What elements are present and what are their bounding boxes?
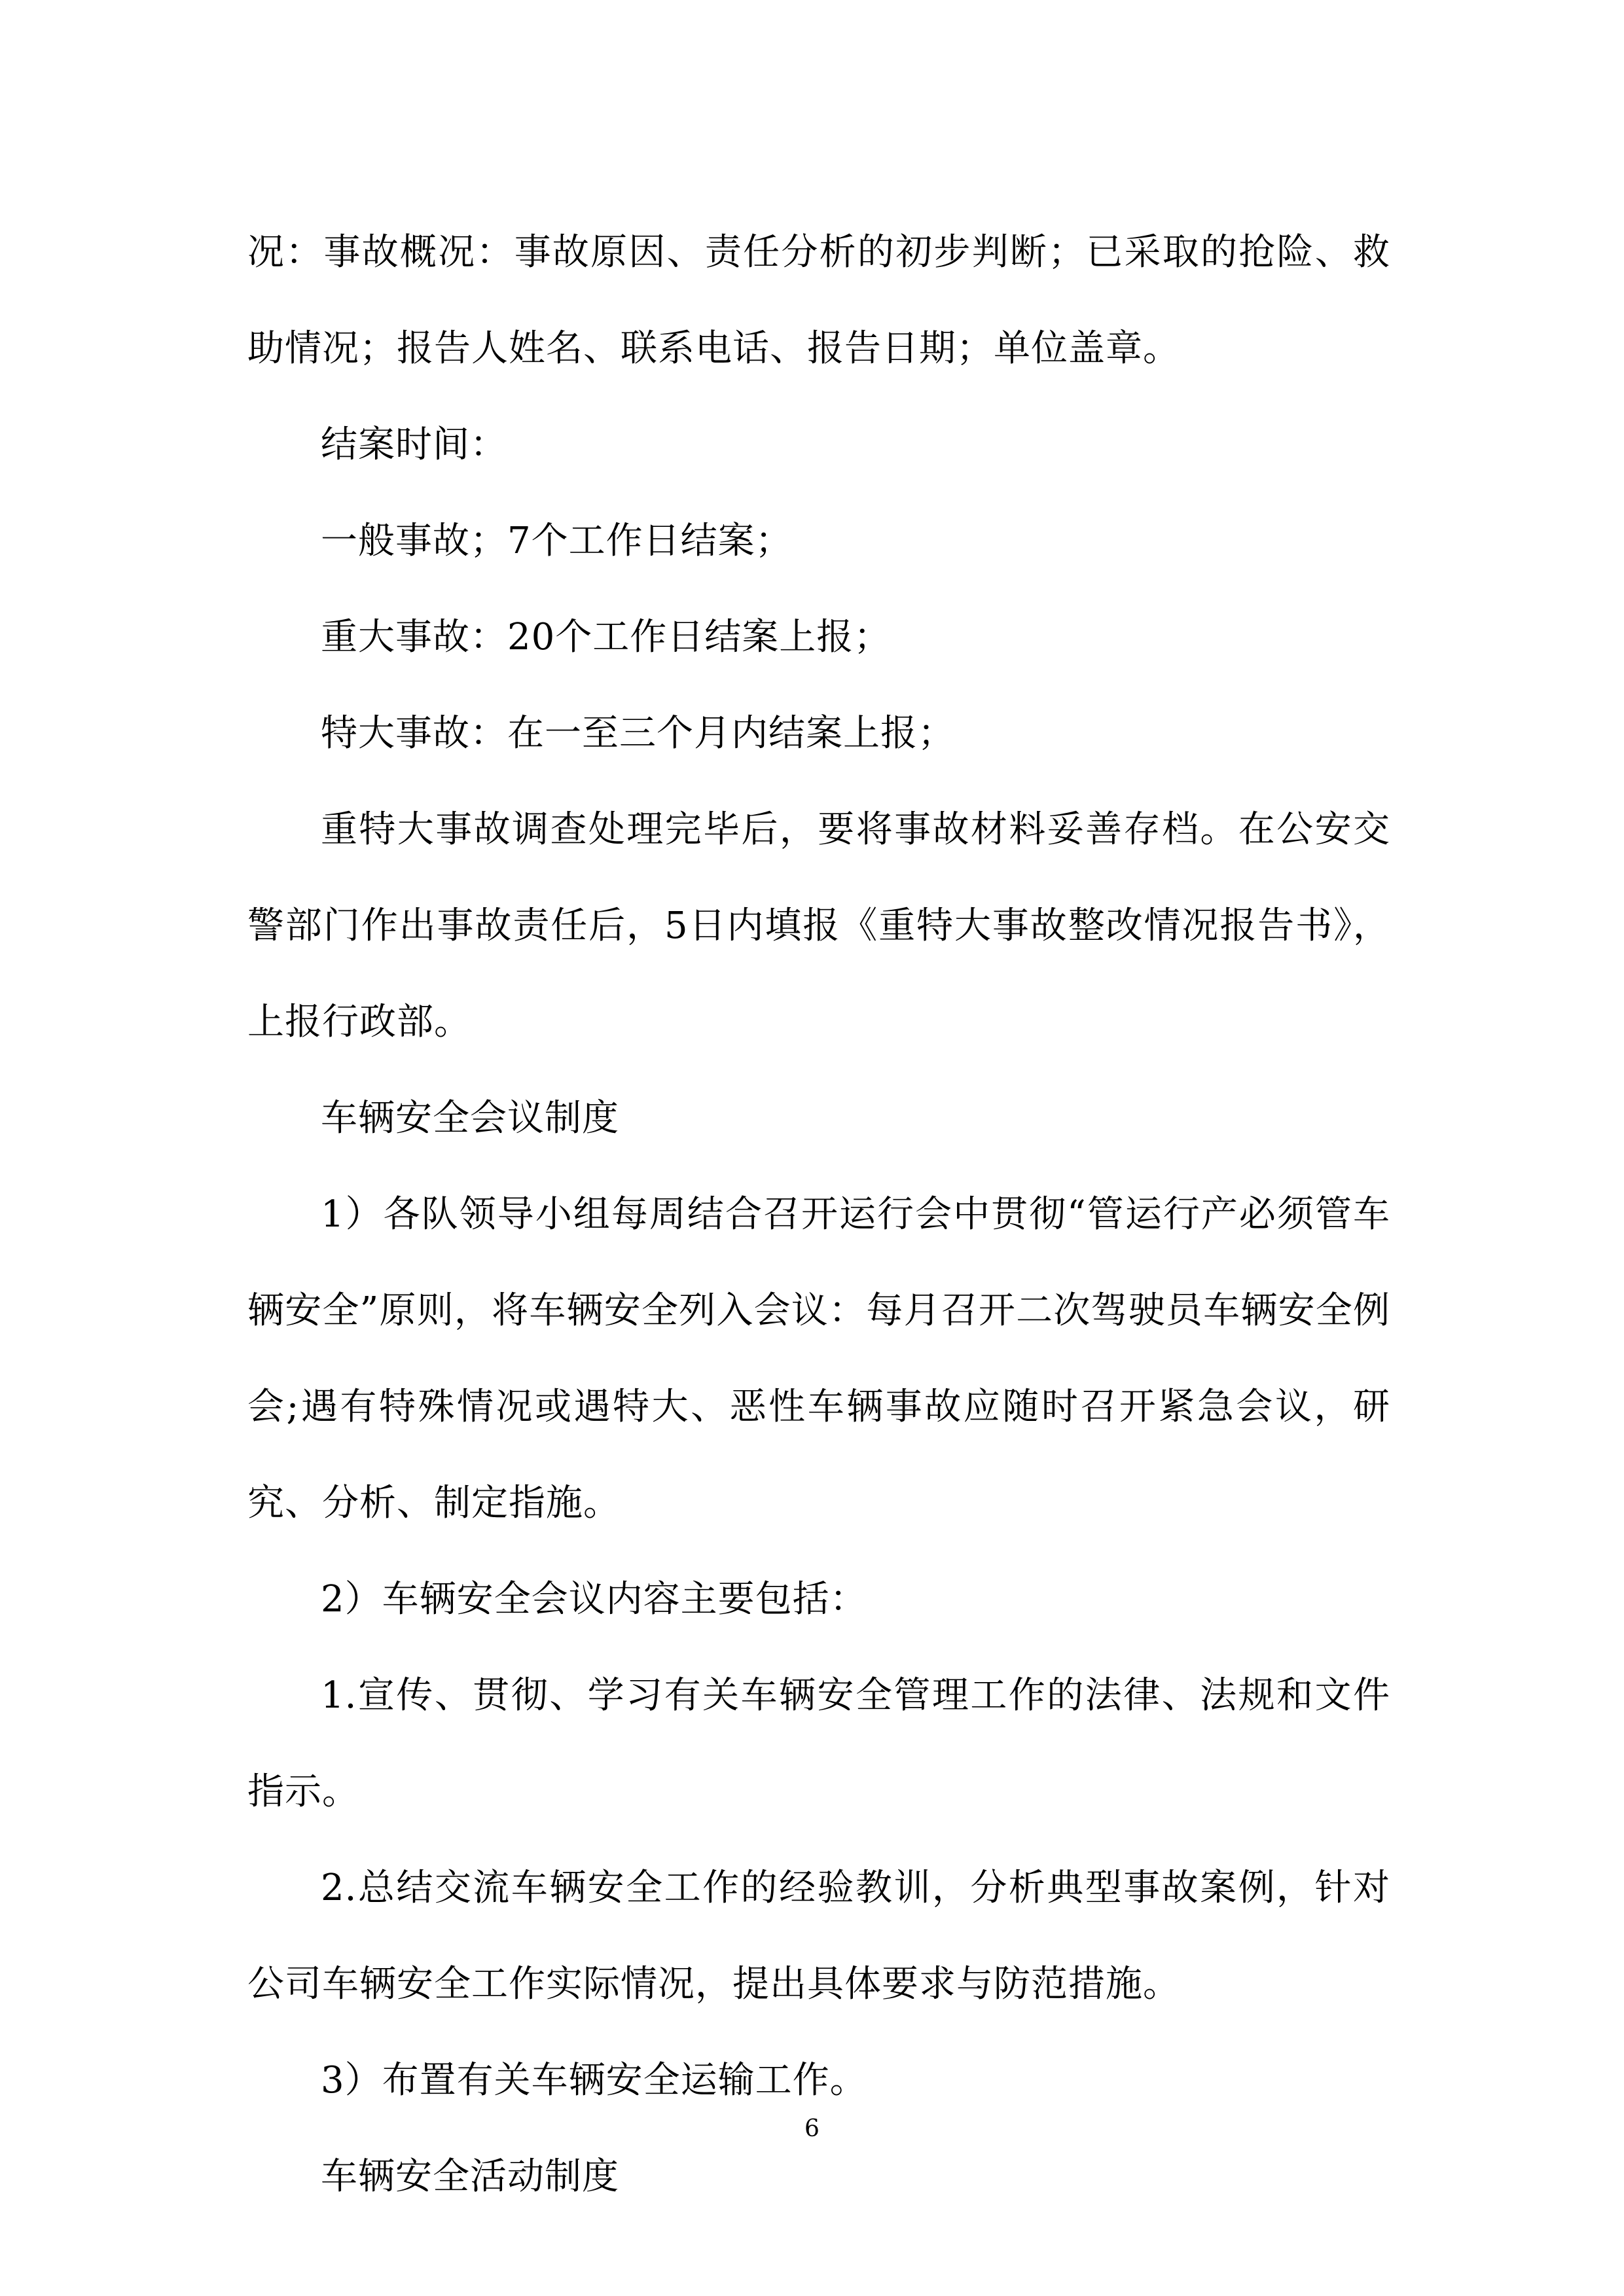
paragraph-meeting-subitem-1: 1.宣传、贯彻、学习有关车辆安全管理工作的法律、法规和文件指示。 — [247, 1674, 1390, 1813]
page-number: 6 — [804, 2115, 820, 2142]
paragraph-general-accident: 一般事故；7个工作日结案； — [321, 520, 793, 562]
section-heading-safety-meeting: 车辆安全会议制度 — [321, 1097, 619, 1139]
document-body — [247, 204, 1390, 2225]
paragraph-meeting-item-1: 1）各队领导小组每周结合召开运行会中贯彻“管运行产必须管车辆安全”原则，将车辆安全列入会议：每月召开二次驾驶员车辆安全例会;遇有特殊情况或遇特大、恶性车辆事故应随时召开紧急会议，研究、分析、制定指施。 — [247, 1193, 1390, 1524]
paragraph-meeting-subitem-2: 2.总结交流车辆安全工作的经验教训，分析典型事故案例，针对公司车辆安全工作实际情况，提出具体要求与防范措施。 — [247, 1867, 1390, 2005]
paragraph-major-accident: 重大事故：20个工作日结案上报； — [321, 616, 892, 658]
paragraph-continuation: 况：事故概况：事故原因、责任分析的初步判断；已采取的抢险、救助情况；报告人姓名、联系电话、报告日期；单位盖章。 — [247, 231, 1390, 370]
paragraph-archiving: 重特大事故调查处理完毕后，要将事故材料妥善存档。在公安交警部门作出事故责任后，5日内填报《重特大事故整改情况报告书》，上报行政部。 — [247, 808, 1390, 1043]
paragraph-meeting-item-3: 3）布置有关车辆安全运输工作。 — [321, 2059, 867, 2102]
paragraph-meeting-item-2: 2）车辆安全会议内容主要包括： — [321, 1578, 867, 1621]
paragraph-closing-time-heading: 结案时间： — [321, 423, 507, 466]
paragraph-severe-accident: 特大事故：在一至三个月内结案上报； — [321, 712, 955, 755]
section-heading-safety-activity: 车辆安全活动制度 — [321, 2155, 619, 2198]
